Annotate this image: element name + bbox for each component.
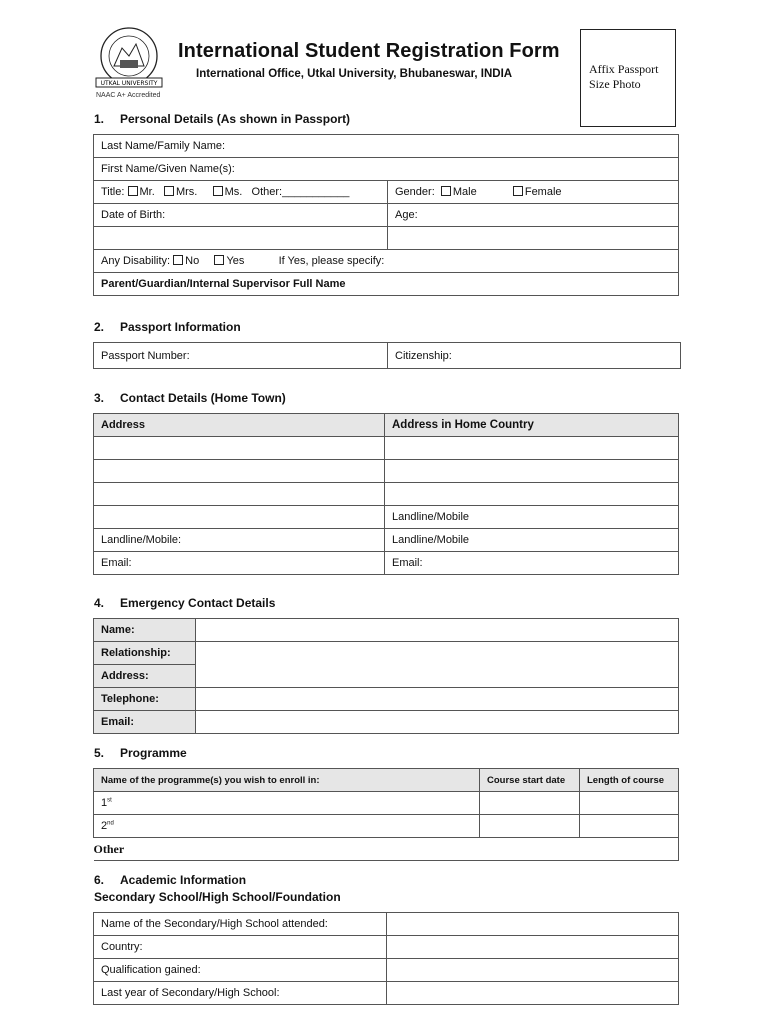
school-name-field[interactable] [387, 913, 679, 936]
programme-row-2-start[interactable] [480, 815, 580, 838]
emergency-email-label: Email: [94, 711, 196, 734]
title-field[interactable]: Title: Mr. Mrs. Ms. Other:___________ [94, 181, 388, 204]
photo-label-1: Affix Passport [589, 62, 659, 76]
photo-box [580, 29, 676, 127]
section-1-heading: 1. Personal Details (As shown in Passport) [94, 112, 351, 126]
landline-field[interactable]: Landline/Mobile: [94, 529, 385, 552]
academic-table [93, 912, 679, 1005]
emergency-name-label: Name: [94, 619, 196, 642]
address-line[interactable] [94, 483, 385, 506]
qualification-label: Qualification gained: [94, 959, 387, 982]
blank-cell-right[interactable] [388, 227, 679, 250]
disability-no-checkbox[interactable] [173, 255, 183, 265]
accreditation-caption: NAAC A+ Accredited [96, 92, 161, 99]
email-field[interactable]: Email: [94, 552, 385, 575]
last-year-label: Last year of Secondary/High School: [94, 982, 387, 1005]
programme-table [93, 768, 679, 861]
passport-table [93, 342, 681, 369]
emergency-address-label: Address: [94, 665, 196, 688]
contact-details-table [93, 413, 679, 575]
section-6-subheading: Secondary School/High School/Foundation [94, 890, 341, 904]
citizenship-field[interactable]: Citizenship: [388, 343, 681, 369]
qualification-field[interactable] [387, 959, 679, 982]
programme-name-header: Name of the programme(s) you wish to enroll in: [94, 769, 480, 792]
disability-field[interactable]: Any Disability: No Yes If Yes, please specify: [94, 250, 679, 273]
emergency-contact-table [93, 618, 679, 734]
programme-row-1[interactable]: 1st [94, 792, 480, 815]
section-4-heading: 4. Emergency Contact Details [94, 596, 276, 610]
logo-text: UTKAL UNIVERSITY [100, 80, 158, 87]
photo-label-2: Size Photo [589, 77, 641, 91]
home-address-line[interactable] [385, 437, 679, 460]
last-name-field[interactable]: Last Name/Family Name: [94, 135, 679, 158]
home-email-field[interactable]: Email: [385, 552, 679, 575]
course-length-header: Length of course [580, 769, 679, 792]
disability-yes-checkbox[interactable] [214, 255, 224, 265]
home-landline-field[interactable]: Landline/Mobile [385, 506, 679, 529]
gender-field[interactable]: Gender: Male Female [388, 181, 679, 204]
emergency-email-field[interactable] [196, 711, 679, 734]
emergency-name-field[interactable] [196, 619, 679, 642]
programme-row-1-start[interactable] [480, 792, 580, 815]
section-2-heading: 2. Passport Information [94, 320, 241, 334]
section-6-heading: 6. Academic Information [94, 873, 247, 887]
mr-checkbox[interactable] [128, 186, 138, 196]
mrs-checkbox[interactable] [164, 186, 174, 196]
programme-row-2[interactable]: 2nd [94, 815, 480, 838]
other-title-field[interactable]: Other:___________ [251, 186, 350, 198]
home-address-line[interactable] [385, 460, 679, 483]
male-checkbox[interactable] [441, 186, 451, 196]
home-address-line[interactable] [385, 483, 679, 506]
address-header: Address [94, 414, 385, 437]
section-3-heading: 3. Contact Details (Home Town) [94, 391, 286, 405]
guardian-field[interactable]: Parent/Guardian/Internal Supervisor Full Name [94, 273, 679, 296]
programme-row-2-length[interactable] [580, 815, 679, 838]
university-logo [94, 26, 164, 92]
address-line[interactable] [94, 437, 385, 460]
home-landline-field-2[interactable]: Landline/Mobile [385, 529, 679, 552]
emergency-relationship-label: Relationship: [94, 642, 196, 665]
last-year-field[interactable] [387, 982, 679, 1005]
emergency-telephone-label: Telephone: [94, 688, 196, 711]
section-5-heading: 5. Programme [94, 746, 187, 760]
first-name-field[interactable]: First Name/Given Name(s): [94, 158, 679, 181]
country-label: Country: [94, 936, 387, 959]
personal-details-table [93, 134, 679, 296]
ms-checkbox[interactable] [213, 186, 223, 196]
age-field[interactable]: Age: [388, 204, 679, 227]
home-address-header: Address in Home Country [385, 414, 679, 437]
emergency-relationship-address-field[interactable] [196, 642, 679, 688]
female-checkbox[interactable] [513, 186, 523, 196]
page-subtitle: International Office, Utkal University, Bhubaneswar, INDIA [196, 68, 513, 80]
programme-other-field[interactable]: Other [94, 838, 679, 861]
emergency-telephone-field[interactable] [196, 688, 679, 711]
address-line[interactable] [94, 460, 385, 483]
programme-row-1-length[interactable] [580, 792, 679, 815]
page-title: International Student Registration Form [178, 40, 560, 62]
school-name-label: Name of the Secondary/High School attended: [94, 913, 387, 936]
country-field[interactable] [387, 936, 679, 959]
course-start-header: Course start date [480, 769, 580, 792]
address-line[interactable] [94, 506, 385, 529]
blank-cell-left[interactable] [94, 227, 388, 250]
dob-field[interactable]: Date of Birth: [94, 204, 388, 227]
passport-number-field[interactable]: Passport Number: [94, 343, 388, 369]
